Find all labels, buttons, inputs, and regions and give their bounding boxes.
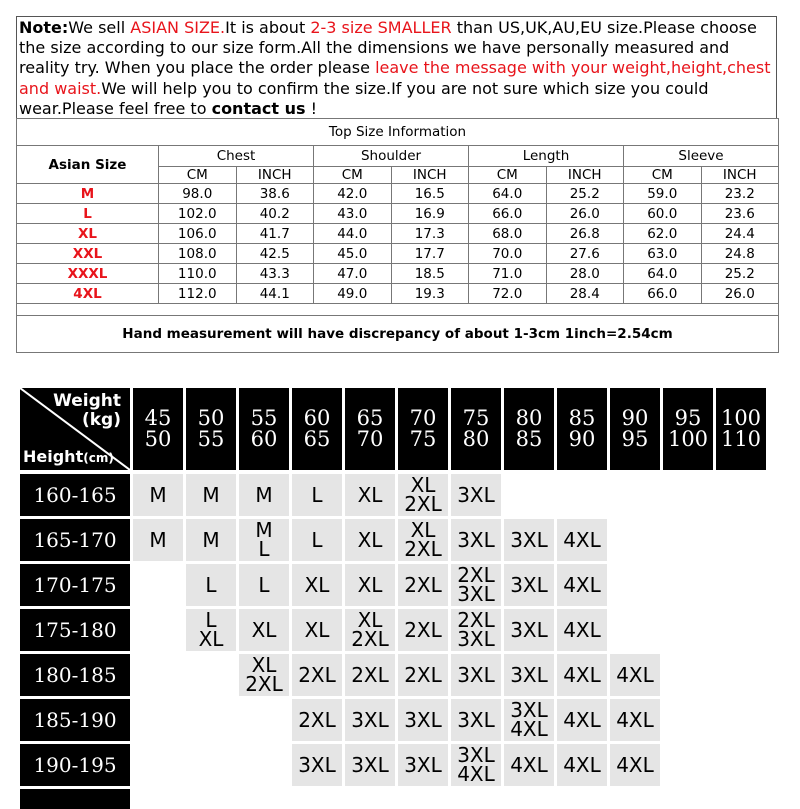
size-recommendation-cell xyxy=(292,744,342,786)
size-recommendation: 3XL xyxy=(404,707,442,732)
size-recommendation: M xyxy=(255,482,273,507)
height-row-label: 180-185 xyxy=(20,654,130,696)
size-recommendation-cell xyxy=(504,654,554,696)
size-recommendation: XL xyxy=(198,627,224,651)
size-recommendation-cell xyxy=(557,654,607,696)
size-recommendation: 2XL xyxy=(245,672,283,696)
weight-column-header xyxy=(716,388,766,470)
size-recommendation-cell xyxy=(292,564,342,606)
size-recommendation-cell xyxy=(345,609,395,651)
size-recommendation: 3XL xyxy=(510,572,548,597)
asian-size-header: Asian Size xyxy=(17,146,159,184)
size-value: 16.5 xyxy=(391,184,469,204)
size-value: 66.0 xyxy=(624,284,702,304)
size-recommendation: 3XL xyxy=(510,698,548,722)
size-value: 43.0 xyxy=(314,204,392,224)
size-value: 64.0 xyxy=(469,184,547,204)
size-recommendation: L xyxy=(205,608,217,632)
unit-header: INCH xyxy=(391,167,469,184)
size-value: 45.0 xyxy=(314,244,392,264)
size-recommendation-cell xyxy=(451,474,501,516)
weight-header xyxy=(53,392,121,430)
size-value: 27.6 xyxy=(546,244,624,264)
size-recommendation: 3XL xyxy=(510,617,548,642)
size-recommendation: 4XL xyxy=(510,717,548,741)
size-recommendation: L xyxy=(258,572,270,597)
size-recommendation: 2XL xyxy=(457,563,495,587)
size-value: 28.4 xyxy=(546,284,624,304)
unit-header: CM xyxy=(159,167,237,184)
measurement-footer: Hand measurement will have discrepancy of about 1-3cm 1inch=2.54cm xyxy=(17,316,779,353)
height-label: Height xyxy=(23,447,84,466)
weight-column-header xyxy=(504,388,554,470)
size-value: 23.2 xyxy=(701,184,779,204)
size-recommendation: 2XL xyxy=(351,662,389,687)
size-recommendation-cell xyxy=(345,699,395,741)
size-recommendation-cell xyxy=(398,564,448,606)
size-value: 38.6 xyxy=(236,184,314,204)
size-label: XXXL xyxy=(17,264,159,284)
size-value: 18.5 xyxy=(391,264,469,284)
size-recommendation-cell xyxy=(239,474,289,516)
height-row-label: 185-190 xyxy=(20,699,130,741)
size-recommendation-cell xyxy=(345,744,395,786)
size-recommendation: 2XL xyxy=(404,537,442,561)
size-value: 47.0 xyxy=(314,264,392,284)
size-value: 16.9 xyxy=(391,204,469,224)
size-row xyxy=(17,284,779,304)
size-recommendation: XL xyxy=(410,518,436,542)
weight-column-header xyxy=(239,388,289,470)
size-recommendation: XL xyxy=(304,617,330,642)
unit-header: INCH xyxy=(546,167,624,184)
weight-column-header xyxy=(610,388,660,470)
height-row-label: 175-180 xyxy=(20,609,130,651)
size-recommendation-cell xyxy=(398,519,448,561)
size-table xyxy=(16,118,779,353)
size-recommendation: 3XL xyxy=(457,662,495,687)
size-value: 70.0 xyxy=(469,244,547,264)
size-value: 62.0 xyxy=(624,224,702,244)
weight-value: 55 xyxy=(250,406,278,430)
size-recommendation: 3XL xyxy=(457,582,495,606)
weight-value: 55 xyxy=(197,427,225,451)
size-recommendation: XL xyxy=(357,527,383,552)
weight-column-header xyxy=(451,388,501,470)
weight-value: 60 xyxy=(303,406,331,430)
size-recommendation: XL xyxy=(251,617,277,642)
size-recommendation-cell xyxy=(398,699,448,741)
weight-value: 70 xyxy=(356,427,384,451)
size-recommendation-cell xyxy=(398,609,448,651)
size-recommendation: 4XL xyxy=(510,752,548,777)
size-recommendation: 3XL xyxy=(510,662,548,687)
size-recommendation: L xyxy=(311,527,323,552)
weight-value: 70 xyxy=(409,406,437,430)
size-recommendation: 3XL xyxy=(457,707,495,732)
size-value: 26.0 xyxy=(546,204,624,224)
note-text: than US,UK,AU,EU size.Please choose the size according to our size form.All the dimensions we have personally measured and reality try. When you place the order please xyxy=(19,18,757,78)
size-recommendation-cell xyxy=(451,654,501,696)
size-value: 19.3 xyxy=(391,284,469,304)
size-recommendation-cell xyxy=(239,609,289,651)
size-recommendation-cell xyxy=(451,519,501,561)
size-recommendation-cell xyxy=(239,519,289,561)
size-recommendation-cell xyxy=(398,744,448,786)
note-text: We will help you to confirm the size.If you are not sure which size you could wear.Please feel free to xyxy=(19,78,709,118)
size-recommendation-cell xyxy=(345,654,395,696)
weight-value: 50 xyxy=(144,427,172,451)
size-recommendation: 4XL xyxy=(563,617,601,642)
group-header-chest: Chest xyxy=(159,146,314,167)
size-recommendation: XL xyxy=(304,572,330,597)
size-recommendation-cell xyxy=(345,474,395,516)
size-recommendation-cell xyxy=(504,564,554,606)
size-recommendation: 2XL xyxy=(351,627,389,651)
note-text: It is about xyxy=(225,18,311,37)
size-recommendation: 4XL xyxy=(563,527,601,552)
weight-value: 80 xyxy=(515,406,543,430)
size-value: 72.0 xyxy=(469,284,547,304)
size-recommendation: 4XL xyxy=(563,572,601,597)
size-recommendation: 4XL xyxy=(563,752,601,777)
size-recommendation: 2XL xyxy=(404,572,442,597)
size-recommendation-cell xyxy=(504,699,554,741)
size-recommendation-cell xyxy=(186,474,236,516)
size-recommendation-cell xyxy=(451,609,501,651)
size-recommendation: 2XL xyxy=(298,707,336,732)
group-header-length: Length xyxy=(469,146,624,167)
unit-header: INCH xyxy=(701,167,779,184)
note-label: Note: xyxy=(19,18,69,37)
size-value: 59.0 xyxy=(624,184,702,204)
size-recommendation: 3XL xyxy=(457,627,495,651)
size-value: 60.0 xyxy=(624,204,702,224)
size-value: 110.0 xyxy=(159,264,237,284)
note-highlight: leave the message with your weight,height,chest and waist. xyxy=(19,58,771,98)
height-row-label-partial xyxy=(20,789,130,809)
size-label: L xyxy=(17,204,159,224)
contact-us-text: contact us xyxy=(211,98,306,118)
size-label: 4XL xyxy=(17,284,159,304)
size-value: 43.3 xyxy=(236,264,314,284)
size-recommendation: XL xyxy=(357,482,383,507)
size-recommendation-cell xyxy=(398,654,448,696)
size-recommendation: 3XL xyxy=(351,752,389,777)
size-value: 25.2 xyxy=(701,264,779,284)
spacer-row xyxy=(17,304,779,316)
weight-value: 100 xyxy=(667,427,709,451)
size-recommendation: 4XL xyxy=(616,707,654,732)
size-recommendation: 3XL xyxy=(457,527,495,552)
weight-value: 75 xyxy=(462,406,490,430)
size-recommendation-cell xyxy=(451,699,501,741)
size-recommendation-cell xyxy=(504,519,554,561)
size-recommendation: XL xyxy=(357,608,383,632)
weight-column-header xyxy=(557,388,607,470)
weight-value: 90 xyxy=(568,427,596,451)
size-recommendation-cell xyxy=(345,519,395,561)
weight-value: 95 xyxy=(674,406,702,430)
size-recommendation: 4XL xyxy=(563,662,601,687)
size-recommendation-cell xyxy=(557,564,607,606)
size-value: 17.3 xyxy=(391,224,469,244)
size-recommendation-cell xyxy=(133,474,183,516)
weight-value: 85 xyxy=(568,406,596,430)
size-recommendation-cell xyxy=(186,609,236,651)
size-value: 49.0 xyxy=(314,284,392,304)
size-recommendation-cell xyxy=(610,699,660,741)
size-recommendation-cell xyxy=(345,564,395,606)
size-recommendation: 2XL xyxy=(298,662,336,687)
size-row xyxy=(17,204,779,224)
size-recommendation-cell xyxy=(451,564,501,606)
size-recommendation-cell xyxy=(451,744,501,786)
size-recommendation: L xyxy=(205,572,217,597)
size-recommendation: 3XL xyxy=(510,527,548,552)
size-value: 24.4 xyxy=(701,224,779,244)
size-recommendation-cell xyxy=(239,564,289,606)
size-recommendation: XL xyxy=(251,653,277,677)
size-recommendation: 2XL xyxy=(404,662,442,687)
size-value: 41.7 xyxy=(236,224,314,244)
size-value: 26.0 xyxy=(701,284,779,304)
size-recommendation: M xyxy=(255,518,273,542)
size-recommendation-cell xyxy=(504,609,554,651)
size-recommendation: 3XL xyxy=(298,752,336,777)
weight-column-header xyxy=(186,388,236,470)
size-note xyxy=(16,16,777,118)
size-recommendation-cell xyxy=(292,519,342,561)
size-recommendation: XL xyxy=(410,473,436,497)
chart-corner-header xyxy=(20,388,130,470)
size-label: XL xyxy=(17,224,159,244)
weight-value: 65 xyxy=(356,406,384,430)
size-recommendation: L xyxy=(258,537,270,561)
weight-value: 80 xyxy=(462,427,490,451)
size-recommendation: XL xyxy=(357,572,383,597)
height-row-label: 165-170 xyxy=(20,519,130,561)
cm-label: (cm) xyxy=(83,451,114,465)
note-highlight: ASIAN SIZE. xyxy=(130,18,226,37)
size-recommendation: M xyxy=(149,527,167,552)
size-value: 17.7 xyxy=(391,244,469,264)
size-value: 64.0 xyxy=(624,264,702,284)
size-recommendation-cell xyxy=(292,699,342,741)
size-recommendation-cell xyxy=(239,654,289,696)
size-value: 112.0 xyxy=(159,284,237,304)
weight-column-header xyxy=(292,388,342,470)
height-row-label: 170-175 xyxy=(20,564,130,606)
weight-value: 50 xyxy=(197,406,225,430)
size-recommendation-cell xyxy=(292,654,342,696)
size-value: 68.0 xyxy=(469,224,547,244)
size-row xyxy=(17,224,779,244)
size-value: 98.0 xyxy=(159,184,237,204)
note-text: ! xyxy=(305,98,318,118)
size-recommendation-cell xyxy=(557,609,607,651)
size-value: 63.0 xyxy=(624,244,702,264)
size-recommendation-cell xyxy=(557,519,607,561)
height-header xyxy=(23,447,114,466)
size-recommendation-cell xyxy=(610,654,660,696)
size-row xyxy=(17,184,779,204)
size-recommendation: 3XL xyxy=(457,482,495,507)
size-recommendation-cell xyxy=(557,699,607,741)
size-recommendation: 2XL xyxy=(404,617,442,642)
size-value: 102.0 xyxy=(159,204,237,224)
weight-label: Weight xyxy=(53,391,121,411)
size-value: 44.1 xyxy=(236,284,314,304)
weight-value: 75 xyxy=(409,427,437,451)
size-recommendation: 3XL xyxy=(404,752,442,777)
size-value: 44.0 xyxy=(314,224,392,244)
group-header-sleeve: Sleeve xyxy=(624,146,779,167)
weight-value: 60 xyxy=(250,427,278,451)
size-row xyxy=(17,264,779,284)
height-row-label: 160-165 xyxy=(20,474,130,516)
size-value: 24.8 xyxy=(701,244,779,264)
size-recommendation: 3XL xyxy=(351,707,389,732)
size-recommendation: L xyxy=(311,482,323,507)
weight-value: 110 xyxy=(720,427,762,451)
size-recommendation-cell xyxy=(557,744,607,786)
weight-value: 90 xyxy=(621,406,649,430)
size-recommendation-cell xyxy=(504,744,554,786)
unit-header: CM xyxy=(314,167,392,184)
weight-column-header xyxy=(663,388,713,470)
size-recommendation-cell xyxy=(186,519,236,561)
weight-column-header xyxy=(345,388,395,470)
size-value: 106.0 xyxy=(159,224,237,244)
size-table-title: Top Size Information xyxy=(17,119,779,146)
size-value: 108.0 xyxy=(159,244,237,264)
weight-value: 65 xyxy=(303,427,331,451)
size-recommendation: 4XL xyxy=(457,762,495,786)
size-value: 28.0 xyxy=(546,264,624,284)
note-text: We sell xyxy=(68,18,131,37)
size-recommendation: M xyxy=(149,482,167,507)
size-recommendation-cell xyxy=(398,474,448,516)
size-recommendation: 4XL xyxy=(616,752,654,777)
size-recommendation: 4XL xyxy=(616,662,654,687)
size-recommendation: M xyxy=(202,527,220,552)
unit-header: INCH xyxy=(236,167,314,184)
size-value: 66.0 xyxy=(469,204,547,224)
weight-value: 45 xyxy=(144,406,172,430)
weight-value: 85 xyxy=(515,427,543,451)
size-recommendation-cell xyxy=(610,744,660,786)
height-row-label: 190-195 xyxy=(20,744,130,786)
size-label: XXL xyxy=(17,244,159,264)
size-recommendation: 2XL xyxy=(404,492,442,516)
unit-header: CM xyxy=(624,167,702,184)
size-recommendation-cell xyxy=(186,564,236,606)
size-value: 40.2 xyxy=(236,204,314,224)
size-value: 42.5 xyxy=(236,244,314,264)
size-label: M xyxy=(17,184,159,204)
size-value: 71.0 xyxy=(469,264,547,284)
size-value: 25.2 xyxy=(546,184,624,204)
weight-column-header xyxy=(133,388,183,470)
size-recommendation: 4XL xyxy=(563,707,601,732)
unit-header: CM xyxy=(469,167,547,184)
size-value: 26.8 xyxy=(546,224,624,244)
size-value: 42.0 xyxy=(314,184,392,204)
size-recommendation: M xyxy=(202,482,220,507)
size-recommendation-cell xyxy=(292,474,342,516)
weight-value: 100 xyxy=(720,406,762,430)
size-value: 23.6 xyxy=(701,204,779,224)
size-recommendation: 3XL xyxy=(457,743,495,767)
group-header-shoulder: Shoulder xyxy=(314,146,469,167)
size-row xyxy=(17,244,779,264)
note-highlight: 2-3 size SMALLER xyxy=(310,18,452,37)
size-recommendation-cell xyxy=(292,609,342,651)
weight-value: 95 xyxy=(621,427,649,451)
weight-column-header xyxy=(398,388,448,470)
size-recommendation: 2XL xyxy=(457,608,495,632)
size-recommendation-cell xyxy=(133,519,183,561)
kg-label: (kg) xyxy=(81,410,121,430)
